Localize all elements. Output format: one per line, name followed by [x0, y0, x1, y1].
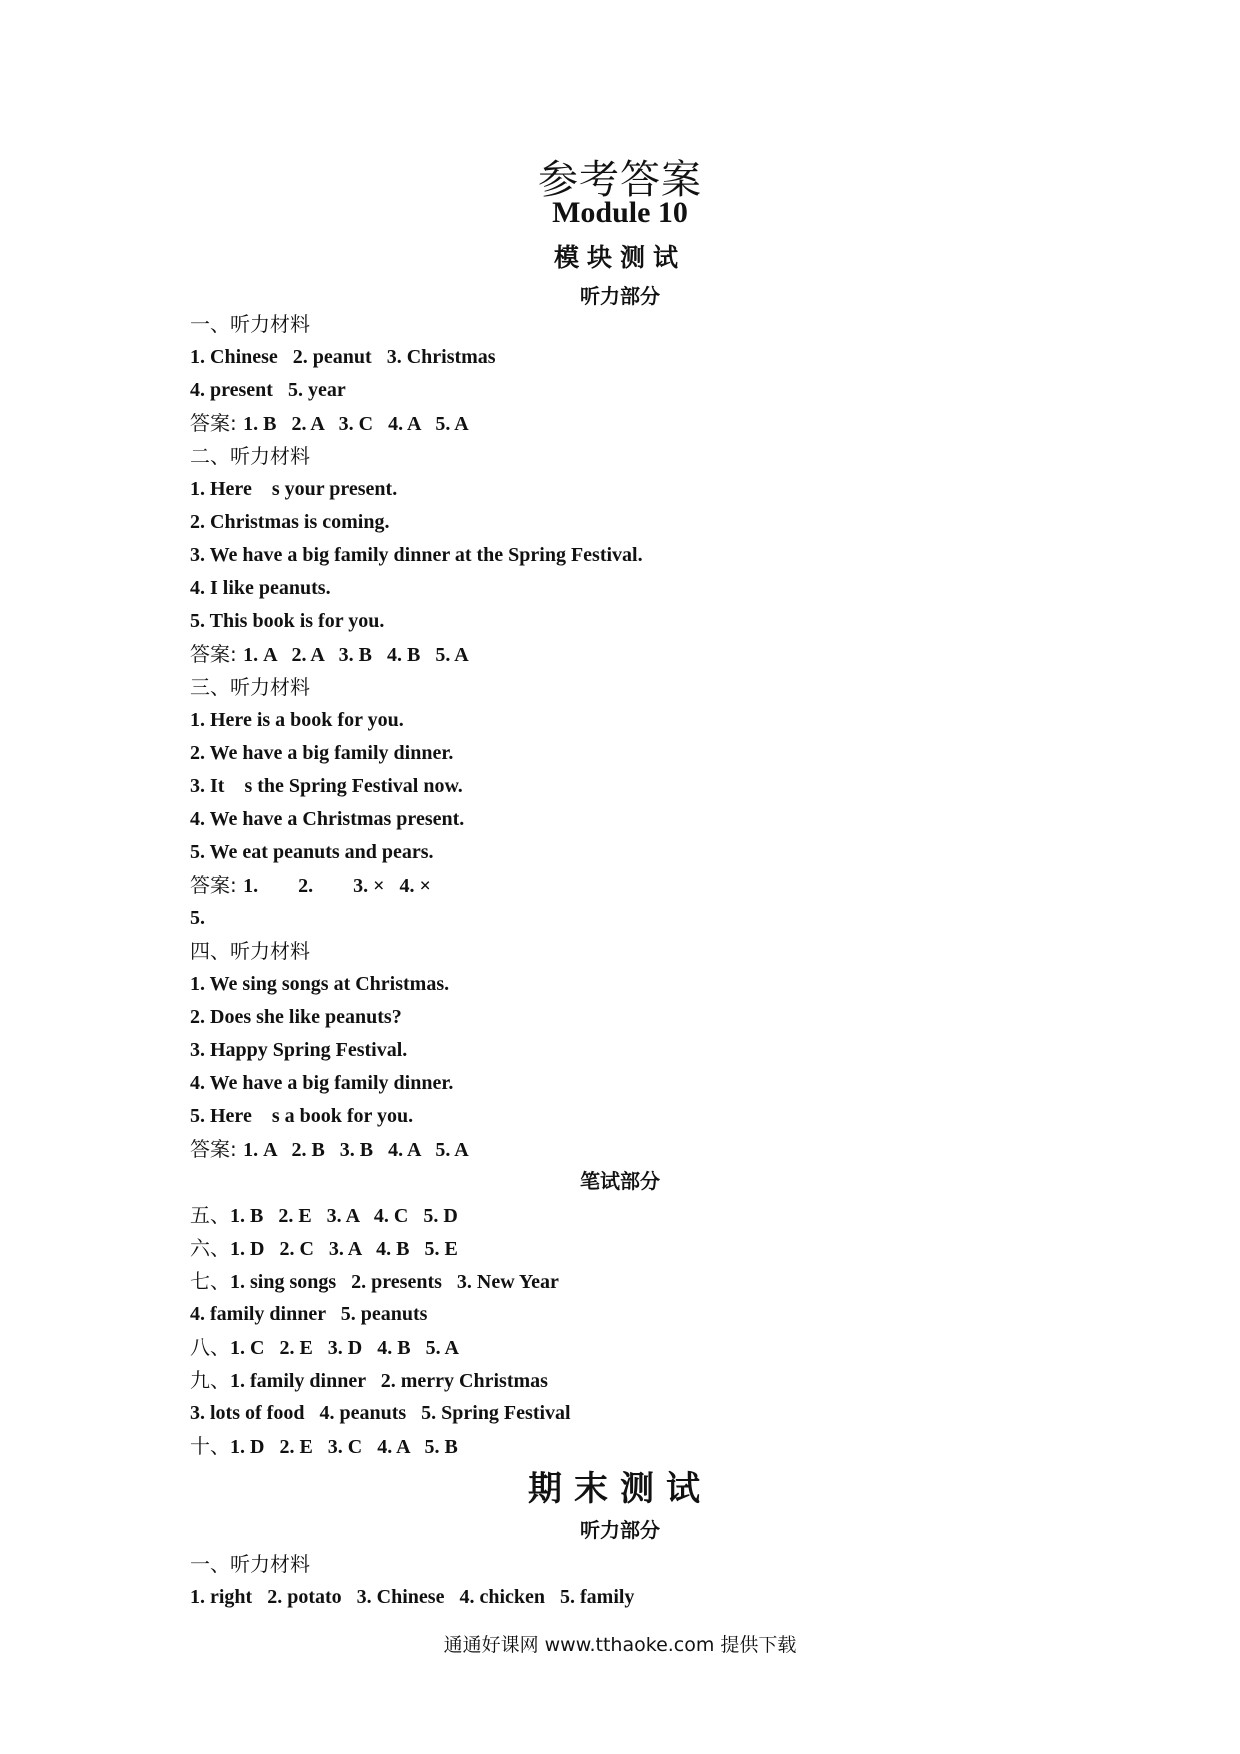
footer-watermark: 通通好课网 www.tthaoke.com 提供下载 [443, 1634, 797, 1656]
answer-line: 4. We have a big family dinner. [190, 1072, 454, 1094]
answer-line: 4. I like peanuts. [190, 577, 331, 599]
answer-label: 答案: [190, 1137, 244, 1161]
answer-values: 1. A 2. B 3. B 4. A 5. A [243, 1139, 469, 1161]
written-section-title: 笔试部分 [580, 1171, 660, 1193]
answer-line: 5. This book is for you. [190, 610, 385, 632]
answer-values: 1. sing songs 2. presents 3. New Year [230, 1271, 559, 1293]
answer-label: 答案: [190, 411, 244, 435]
answer-line: 1. Chinese 2. peanut 3. Christmas [190, 346, 496, 368]
answer-line: 5. [190, 907, 205, 929]
answer-line: 4. We have a Christmas present. [190, 808, 465, 830]
answer-label: 答案: [190, 873, 244, 897]
answer-label: 七、 [190, 1269, 230, 1293]
answer-values: 1. B 2. A 3. C 4. A 5. A [243, 413, 469, 435]
module-title: Module 10 [552, 196, 688, 229]
answer-label: 五、 [190, 1203, 230, 1227]
answer-values: 1. C 2. E 3. D 4. B 5. A [230, 1337, 459, 1359]
answer-label: 九、 [190, 1368, 230, 1392]
section-heading: 二、听力材料 [190, 444, 310, 468]
answer-line: 5. Here s a book for you. [190, 1105, 414, 1127]
module-test-title: 模块测试 [553, 243, 686, 272]
answer-line: 1. Here s your present. [190, 478, 398, 500]
listening-section-title: 听力部分 [580, 284, 660, 308]
answer-line: 4. family dinner 5. peanuts [190, 1303, 428, 1325]
answer-line [190, 1265, 1090, 1298]
answer-line: 3. We have a big family dinner at the Spring Festival. [190, 544, 643, 566]
answer-line: 2. We have a big family dinner. [190, 742, 454, 764]
answer-line: 1. Here is a book for you. [190, 709, 404, 731]
answer-line [190, 638, 1090, 671]
final-listening-title: 听力部分 [580, 1520, 660, 1542]
answer-line [190, 1331, 1090, 1364]
answer-line: 5. We eat peanuts and pears. [190, 841, 434, 863]
answer-line: 1. right 2. potato 3. Chinese 4. chicken 5. family [190, 1586, 635, 1608]
answer-values: 1. D 2. C 3. A 4. B 5. E [230, 1238, 458, 1260]
answer-values: 1. family dinner 2. merry Christmas [230, 1370, 548, 1392]
answer-line [190, 1430, 1090, 1463]
section-heading: 三、听力材料 [190, 675, 310, 699]
page-title: 参考答案 [538, 157, 702, 203]
answer-label: 答案: [190, 642, 244, 666]
answer-label: 六、 [190, 1236, 230, 1260]
answer-values: 1. A 2. A 3. B 4. B 5. A [243, 644, 469, 666]
answer-line [190, 1133, 1090, 1166]
final-test-title: 期末测试 [528, 1469, 712, 1509]
answer-line [190, 407, 1090, 440]
section-heading: 一、听力材料 [190, 312, 310, 336]
answer-line [190, 1232, 1090, 1265]
answer-line: 1. We sing songs at Christmas. [190, 973, 450, 995]
answer-line [190, 869, 1090, 902]
answer-line: 2. Christmas is coming. [190, 511, 390, 533]
answer-line: 4. present 5. year [190, 379, 346, 401]
section-heading: 四、听力材料 [190, 939, 310, 963]
answer-line [190, 1199, 1090, 1232]
answer-values: 1. 2. 3. × 4. × [243, 875, 431, 897]
answer-line: 3. Happy Spring Festival. [190, 1039, 408, 1061]
answer-lines [190, 308, 1090, 1614]
answer-label: 十、 [190, 1434, 230, 1458]
answer-values: 1. B 2. E 3. A 4. C 5. D [230, 1205, 458, 1227]
answer-line [190, 1364, 1090, 1397]
answer-line: 3. lots of food 4. peanuts 5. Spring Festival [190, 1402, 571, 1424]
answer-line: 3. It s the Spring Festival now. [190, 775, 463, 797]
section-heading: 一、听力材料 [190, 1552, 310, 1576]
answer-label: 八、 [190, 1335, 230, 1359]
answer-line: 2. Does she like peanuts? [190, 1006, 402, 1028]
answer-values: 1. D 2. E 3. C 4. A 5. B [230, 1436, 458, 1458]
